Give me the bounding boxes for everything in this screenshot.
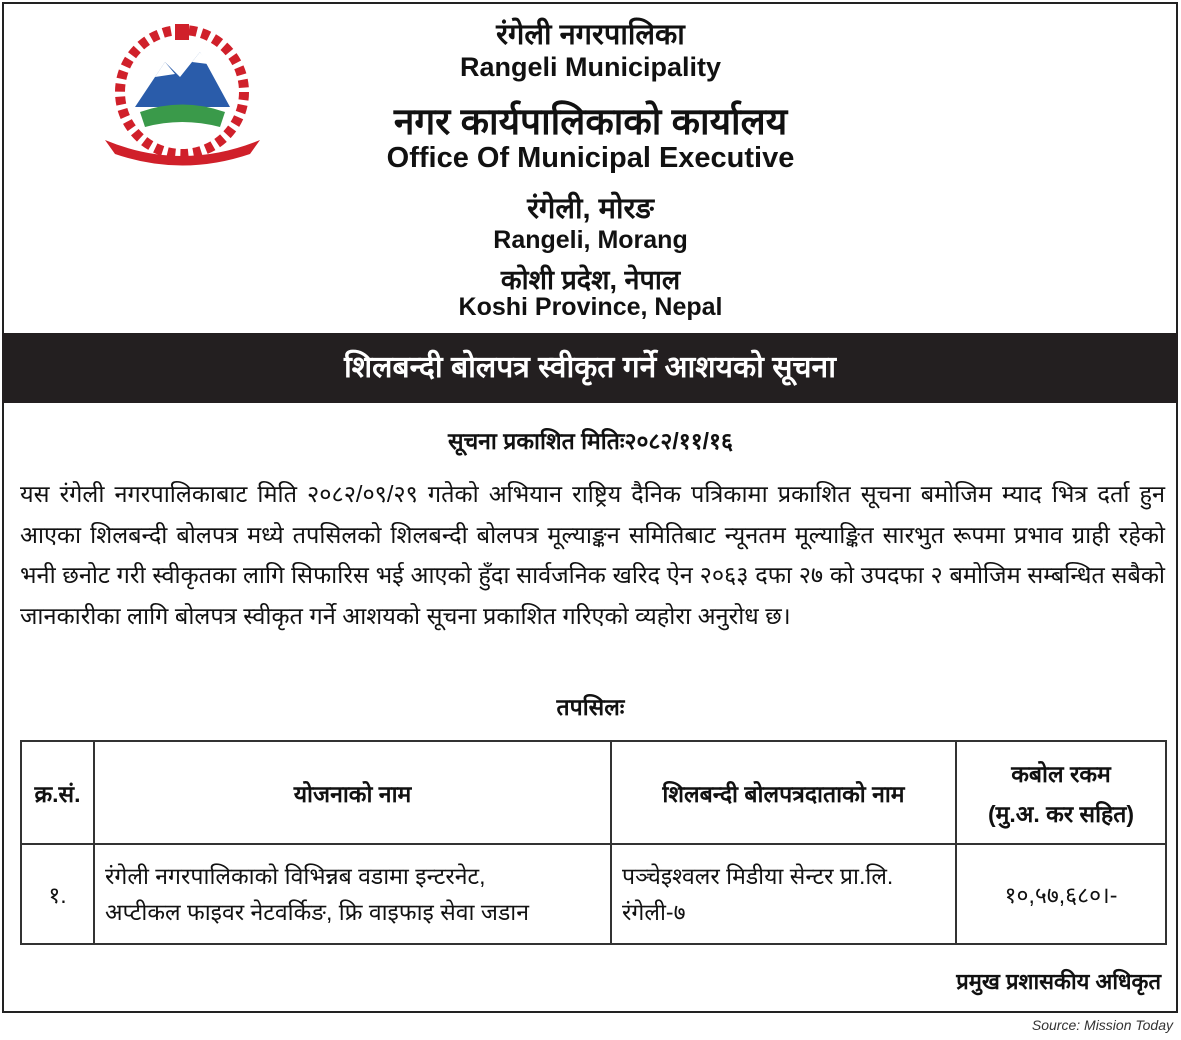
municipality-name-nepali: रंगेली नगरपालिका [496, 19, 685, 51]
signatory: प्रमुख प्रशासकीय अधिकृत [956, 969, 1161, 994]
header-project: योजनाको नाम [94, 741, 611, 844]
table-header-row [21, 741, 1166, 844]
bid-table [20, 740, 1167, 945]
place-english: Rangeli, Morang [493, 226, 688, 254]
cell-sn: १. [21, 844, 94, 944]
place-nepali: रंगेली, मोरङ [527, 193, 654, 225]
cell-project [94, 844, 611, 944]
office-name-nepali: नगर कार्यपालिकाको कार्यालय [393, 101, 788, 142]
project-line: रंगेली नगरपालिकाको विभिन्नब वडामा इन्टरनेट, [105, 863, 486, 889]
bidder-line: पञ्चेइश्वलर मिडीया सेन्टर प्रा.लि. [622, 863, 894, 889]
province-nepali: कोशी प्रदेश, नेपाल [500, 265, 681, 295]
project-line: अप्टीकल फाइवर नेटवर्किङ, फ्रि वाइफाइ सेवा जडान [105, 899, 530, 925]
bidder-line: रंगेली-७ [622, 899, 686, 925]
office-name-english: Office Of Municipal Executive [386, 142, 795, 174]
source-credit: Source: Mission Today [1031, 1017, 1173, 1033]
details-label: तपसिलः [556, 694, 625, 720]
municipality-name-english: Rangeli Municipality [459, 52, 722, 82]
header-amount-label: कबोल रकम [1011, 760, 1111, 787]
notice-title: शिलबन्दी बोलपत्र स्वीकृत गर्ने आशयको सूचना [2, 333, 1178, 403]
province-english: Koshi Province, Nepal [458, 293, 723, 321]
notice-body: यस रंगेली नगरपालिकाबाट मिति २०८२/०९/२९ गतेको अभियान राष्ट्रिय दैनिक पत्रिकामा प्रकाशित सूचना बमोजिम म्याद भित्र दर्ता हुन आएका शिलबन्दी बोलपत्र मध्ये तपसिलको शिलबन्दी बोलपत्र मूल्याङ्कन समितिबाट न्यूनतम मूल्याङ्कित सारभुत रूपमा प्रभाव ग्राही रहेको भनी छनोट गरी स्वीकृतका लागि सिफारिस भई आएको हुँदा सार्वजनिक खरिद ऐन २०६३ दफा २७ को उपदफा २ बमोजिम सम्बन्धित सबैको जानकारीका लागि बोलपत्र स्वीकृत गर्ने आशयको सूचना प्रकाशित गरिएको व्यहोरा अनुरोध छ। [20, 481, 1165, 629]
header-amount [956, 741, 1166, 844]
cell-bidder [611, 844, 956, 944]
header-sn: क्र.सं. [21, 741, 94, 844]
published-date: सूचना प्रकाशित मितिः२०८२/११/१६ [448, 428, 733, 454]
header-amount-sub: (मु.अ. कर सहित) [987, 800, 1135, 827]
header-bidder: शिलबन्दी बोलपत्रदाताको नाम [611, 741, 956, 844]
table-row [21, 844, 1166, 944]
cell-amount: १०,५७,६८०।- [956, 844, 1166, 944]
